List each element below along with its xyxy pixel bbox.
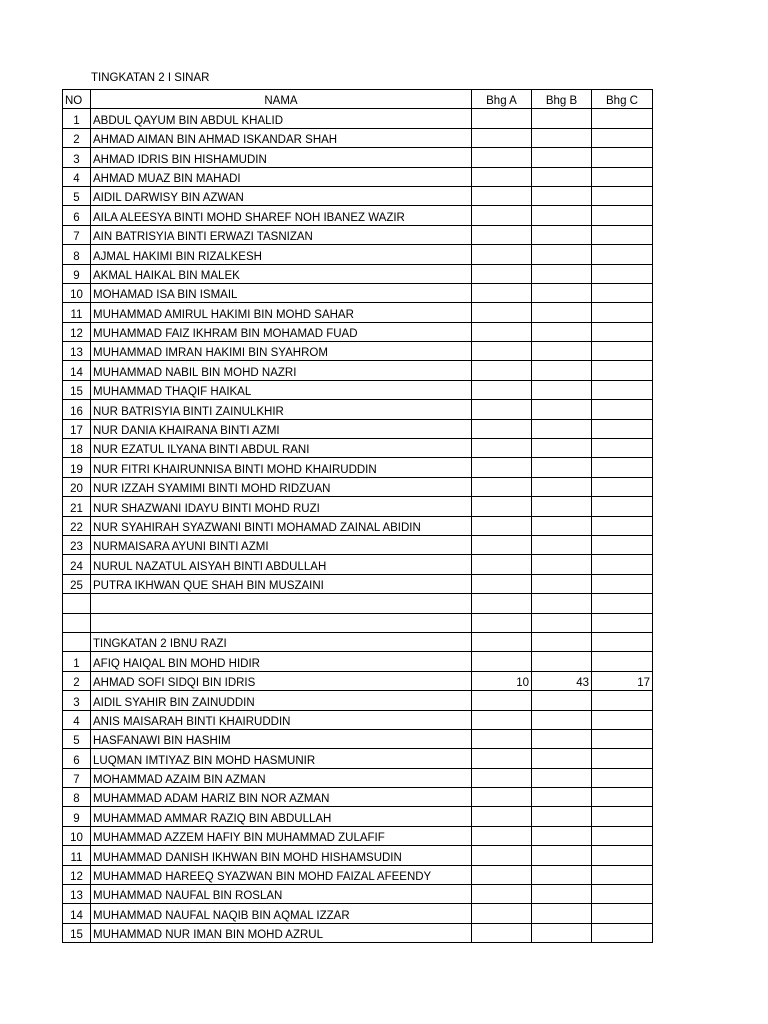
row-name-cell[interactable]: MOHAMMAD AZAIM BIN AZMAN [91,768,472,787]
row-bhg-b-cell[interactable] [532,632,592,651]
table-row [63,826,653,845]
row-no-cell[interactable]: 1 [63,109,91,128]
row-bhg-c-cell[interactable] [592,245,653,264]
row-bhg-b-cell[interactable] [532,516,592,535]
row-bhg-b-cell[interactable] [532,574,592,593]
table-row [63,788,653,807]
row-name-cell[interactable]: AIN BATRISYIA BINTI ERWAZI TASNIZAN [91,225,472,244]
row-bhg-b-cell[interactable] [532,458,592,477]
row-name-cell[interactable]: MOHAMAD ISA BIN ISMAIL [91,283,472,302]
row-no-cell[interactable]: 10 [63,826,91,845]
row-bhg-a-cell[interactable] [472,788,532,807]
row-no-cell[interactable]: 12 [63,322,91,341]
table-row [63,594,653,613]
table-row [63,749,653,768]
section-header-row [63,632,653,651]
row-bhg-b-cell[interactable] [532,342,592,361]
row-bhg-c-cell[interactable] [592,652,653,671]
table-row [63,865,653,884]
row-bhg-c-cell[interactable] [592,632,653,651]
row-bhg-b-cell[interactable] [532,128,592,147]
row-name-cell[interactable]: ABDUL QAYUM BIN ABDUL KHALID [91,109,472,128]
row-bhg-b-cell[interactable] [532,264,592,283]
row-bhg-c-cell[interactable] [592,594,653,613]
row-bhg-b-cell[interactable] [532,923,592,942]
row-no-cell[interactable]: 6 [63,749,91,768]
row-bhg-c-cell[interactable]: 17 [592,671,653,690]
row-bhg-a-cell[interactable] [472,477,532,496]
row-bhg-b-cell[interactable] [532,710,592,729]
row-bhg-c-cell[interactable] [592,691,653,710]
row-bhg-c-cell[interactable] [592,749,653,768]
row-name-cell[interactable]: NUR DANIA KHAIRANA BINTI AZMI [91,419,472,438]
row-bhg-b-cell[interactable] [532,788,592,807]
row-no-cell[interactable]: 17 [63,419,91,438]
row-no-cell[interactable]: 5 [63,186,91,205]
row-no-cell[interactable]: 19 [63,458,91,477]
row-name-cell[interactable] [91,594,472,613]
row-no-cell[interactable]: 11 [63,303,91,322]
row-bhg-c-cell[interactable] [592,768,653,787]
table-row [63,167,653,186]
table-row [63,885,653,904]
row-bhg-a-cell[interactable] [472,342,532,361]
row-bhg-a-cell[interactable] [472,186,532,205]
row-bhg-c-cell[interactable] [592,380,653,399]
row-bhg-a-cell[interactable] [472,555,532,574]
table-body [63,90,653,943]
table-row [63,439,653,458]
row-bhg-b-cell[interactable] [532,206,592,225]
row-bhg-c-cell[interactable] [592,109,653,128]
table-row [63,264,653,283]
table-row [63,535,653,554]
row-bhg-c-cell[interactable] [592,846,653,865]
row-bhg-c-cell[interactable] [592,186,653,205]
row-bhg-a-cell[interactable] [472,807,532,826]
table-row [63,710,653,729]
row-bhg-a-cell[interactable] [472,148,532,167]
row-bhg-a-cell[interactable] [472,439,532,458]
table-row [63,225,653,244]
row-bhg-c-cell[interactable] [592,419,653,438]
row-no-cell[interactable]: 21 [63,497,91,516]
row-name-cell[interactable]: NUR SYAHIRAH SYAZWANI BINTI MOHAMAD ZAINAL ABIDIN [91,516,472,535]
row-bhg-c-cell[interactable] [592,807,653,826]
table-row [63,380,653,399]
row-bhg-a-cell[interactable] [472,904,532,923]
row-bhg-a-cell[interactable] [472,613,532,632]
row-no-cell[interactable]: 7 [63,225,91,244]
row-bhg-c-cell[interactable] [592,148,653,167]
row-no-cell[interactable]: 16 [63,400,91,419]
row-name-cell[interactable]: MUHAMMAD HAREEQ SYAZWAN BIN MOHD FAIZAL AFEENDY [91,865,472,884]
row-bhg-b-cell[interactable] [532,380,592,399]
row-name-cell[interactable]: NUR SHAZWANI IDAYU BINTI MOHD RUZI [91,497,472,516]
row-no-cell[interactable]: 9 [63,807,91,826]
row-no-cell[interactable]: 10 [63,283,91,302]
row-no-cell[interactable]: 9 [63,264,91,283]
row-bhg-b-cell[interactable] [532,691,592,710]
row-bhg-a-cell[interactable] [472,826,532,845]
header-no: NO [63,90,91,109]
row-bhg-c-cell[interactable] [592,167,653,186]
row-bhg-a-cell[interactable] [472,167,532,186]
table-row [63,283,653,302]
row-bhg-a-cell[interactable] [472,206,532,225]
row-bhg-a-cell[interactable]: 10 [472,671,532,690]
row-name-cell[interactable]: MUHAMMAD NABIL BIN MOHD NAZRI [91,361,472,380]
row-bhg-b-cell[interactable] [532,361,592,380]
row-name-cell[interactable]: MUHAMMAD THAQIF HAIKAL [91,380,472,399]
row-bhg-c-cell[interactable] [592,923,653,942]
row-bhg-a-cell[interactable] [472,594,532,613]
row-no-cell[interactable]: 2 [63,128,91,147]
row-no-cell[interactable]: 25 [63,574,91,593]
header-row [63,90,653,109]
table-row [63,807,653,826]
row-bhg-b-cell[interactable] [532,186,592,205]
row-bhg-c-cell[interactable] [592,497,653,516]
table-row [63,206,653,225]
row-bhg-b-cell[interactable] [532,807,592,826]
row-bhg-a-cell[interactable] [472,283,532,302]
row-bhg-b-cell[interactable] [532,225,592,244]
header-bhg-c: Bhg C [592,90,653,109]
row-name-cell[interactable]: NUR IZZAH SYAMIMI BINTI MOHD RIDZUAN [91,477,472,496]
table-row [63,400,653,419]
table-row [63,846,653,865]
row-bhg-c-cell[interactable] [592,516,653,535]
row-name-cell[interactable]: MUHAMMAD NAUFAL NAQIB BIN AQMAL IZZAR [91,904,472,923]
row-bhg-c-cell[interactable] [592,729,653,748]
row-name-cell[interactable]: MUHAMMAD FAIZ IKHRAM BIN MOHAMAD FUAD [91,322,472,341]
row-bhg-c-cell[interactable] [592,439,653,458]
row-name-cell[interactable]: HASFANAWI BIN HASHIM [91,729,472,748]
table-row [63,361,653,380]
row-bhg-c-cell[interactable] [592,788,653,807]
table-row [63,186,653,205]
table-row [63,477,653,496]
table-row [63,148,653,167]
row-no-cell[interactable] [63,613,91,632]
row-no-cell[interactable]: 8 [63,788,91,807]
row-bhg-c-cell[interactable] [592,458,653,477]
row-bhg-c-cell[interactable] [592,283,653,302]
row-no-cell[interactable]: 14 [63,904,91,923]
row-name-cell[interactable]: NUR FITRI KHAIRUNNISA BINTI MOHD KHAIRUDDIN [91,458,472,477]
table-row [63,923,653,942]
row-name-cell[interactable]: AFIQ HAIQAL BIN MOHD HIDIR [91,652,472,671]
row-bhg-b-cell[interactable] [532,555,592,574]
table-row [63,729,653,748]
table-row [63,303,653,322]
row-no-cell[interactable]: 13 [63,885,91,904]
row-bhg-b-cell[interactable] [532,439,592,458]
row-no-cell[interactable]: 2 [63,671,91,690]
row-bhg-b-cell[interactable] [532,885,592,904]
row-name-cell[interactable]: MUHAMMAD AMIRUL HAKIMI BIN MOHD SAHAR [91,303,472,322]
row-bhg-c-cell[interactable] [592,303,653,322]
table-row [63,691,653,710]
row-bhg-c-cell[interactable] [592,885,653,904]
row-name-cell[interactable]: AHMAD AIMAN BIN AHMAD ISKANDAR SHAH [91,128,472,147]
table-row [63,322,653,341]
row-bhg-b-cell[interactable] [532,477,592,496]
row-name-cell[interactable]: AILA ALEESYA BINTI MOHD SHAREF NOH IBANEZ WAZIR [91,206,472,225]
row-bhg-a-cell[interactable] [472,885,532,904]
row-name-cell[interactable]: AIDIL SYAHIR BIN ZAINUDDIN [91,691,472,710]
row-bhg-a-cell[interactable] [472,846,532,865]
row-name-cell[interactable]: NURMAISARA AYUNI BINTI AZMI [91,535,472,554]
row-bhg-b-cell[interactable] [532,400,592,419]
table-row [63,613,653,632]
row-no-cell[interactable]: 4 [63,167,91,186]
row-bhg-a-cell[interactable] [472,749,532,768]
student-table [62,89,653,943]
table-row [63,652,653,671]
row-bhg-a-cell[interactable] [472,710,532,729]
row-bhg-b-cell[interactable] [532,322,592,341]
row-bhg-a-cell[interactable] [472,691,532,710]
row-bhg-a-cell[interactable] [472,923,532,942]
table-row [63,128,653,147]
row-no-cell[interactable]: 4 [63,710,91,729]
row-bhg-a-cell[interactable] [472,574,532,593]
row-bhg-c-cell[interactable] [592,613,653,632]
row-bhg-b-cell[interactable] [532,594,592,613]
row-bhg-c-cell[interactable] [592,322,653,341]
sheet-title: TINGKATAN 2 I SINAR [91,72,210,84]
row-bhg-a-cell[interactable] [472,535,532,554]
row-bhg-b-cell[interactable] [532,729,592,748]
row-bhg-a-cell[interactable] [472,303,532,322]
row-no-cell[interactable]: 3 [63,691,91,710]
header-name: NAMA [91,90,472,109]
table-row [63,458,653,477]
row-bhg-c-cell[interactable] [592,128,653,147]
row-bhg-b-cell[interactable]: 43 [532,671,592,690]
row-no-cell[interactable]: 23 [63,535,91,554]
row-name-cell[interactable]: MUHAMMAD IMRAN HAKIMI BIN SYAHROM [91,342,472,361]
row-bhg-c-cell[interactable] [592,361,653,380]
table-row [63,671,653,690]
row-bhg-a-cell[interactable] [472,497,532,516]
row-name-cell[interactable]: MUHAMMAD AMMAR RAZIQ BIN ABDULLAH [91,807,472,826]
row-bhg-b-cell[interactable] [532,303,592,322]
row-bhg-a-cell[interactable] [472,128,532,147]
row-name-cell[interactable]: AHMAD SOFI SIDQI BIN IDRIS [91,671,472,690]
row-bhg-a-cell[interactable] [472,361,532,380]
row-name-cell[interactable]: NUR EZATUL ILYANA BINTI ABDUL RANI [91,439,472,458]
row-no-cell[interactable]: 18 [63,439,91,458]
row-no-cell[interactable]: 14 [63,361,91,380]
row-bhg-b-cell[interactable] [532,613,592,632]
table-row [63,516,653,535]
row-name-cell[interactable]: PUTRA IKHWAN QUE SHAH BIN MUSZAINI [91,574,472,593]
row-no-cell[interactable]: 12 [63,865,91,884]
row-name-cell[interactable]: MUHAMMAD DANISH IKHWAN BIN MOHD HISHAMSUDIN [91,846,472,865]
row-bhg-a-cell[interactable] [472,652,532,671]
row-no-cell[interactable]: 15 [63,923,91,942]
table-row [63,419,653,438]
row-bhg-b-cell[interactable] [532,109,592,128]
row-bhg-b-cell[interactable] [532,497,592,516]
row-name-cell[interactable]: MUHAMMAD NUR IMAN BIN MOHD AZRUL [91,923,472,942]
row-name-cell[interactable]: MUHAMMAD AZZEM HAFIY BIN MUHAMMAD ZULAFIF [91,826,472,845]
row-name-cell[interactable]: ANIS MAISARAH BINTI KHAIRUDDIN [91,710,472,729]
row-bhg-a-cell[interactable] [472,516,532,535]
row-bhg-a-cell[interactable] [472,729,532,748]
table-row [63,245,653,264]
row-bhg-c-cell[interactable] [592,206,653,225]
row-bhg-c-cell[interactable] [592,904,653,923]
row-bhg-c-cell[interactable] [592,710,653,729]
row-bhg-a-cell[interactable] [472,458,532,477]
row-bhg-a-cell[interactable] [472,768,532,787]
table-row [63,768,653,787]
row-bhg-a-cell[interactable] [472,380,532,399]
row-bhg-b-cell[interactable] [532,283,592,302]
row-name-cell[interactable]: AIDIL DARWISY BIN AZWAN [91,186,472,205]
header-bhg-b: Bhg B [532,90,592,109]
row-bhg-b-cell[interactable] [532,749,592,768]
row-bhg-c-cell[interactable] [592,574,653,593]
row-no-cell[interactable] [63,632,91,651]
row-no-cell[interactable]: 11 [63,846,91,865]
row-bhg-a-cell[interactable] [472,400,532,419]
row-name-cell[interactable] [91,613,472,632]
row-bhg-b-cell[interactable] [532,846,592,865]
row-bhg-a-cell[interactable] [472,865,532,884]
table-row [63,342,653,361]
row-no-cell[interactable]: 8 [63,245,91,264]
row-bhg-c-cell[interactable] [592,535,653,554]
row-bhg-b-cell[interactable] [532,904,592,923]
row-bhg-c-cell[interactable] [592,555,653,574]
row-bhg-c-cell[interactable] [592,826,653,845]
row-bhg-b-cell[interactable] [532,419,592,438]
row-no-cell[interactable]: 24 [63,555,91,574]
row-bhg-a-cell[interactable] [472,322,532,341]
row-no-cell[interactable]: 7 [63,768,91,787]
row-name-cell[interactable]: AHMAD IDRIS BIN HISHAMUDIN [91,148,472,167]
row-name-cell[interactable]: MUHAMMAD NAUFAL BIN ROSLAN [91,885,472,904]
section-title-cell[interactable]: TINGKATAN 2 IBNU RAZI [91,632,472,651]
row-bhg-b-cell[interactable] [532,148,592,167]
row-no-cell[interactable]: 5 [63,729,91,748]
row-no-cell[interactable]: 6 [63,206,91,225]
row-bhg-c-cell[interactable] [592,225,653,244]
row-bhg-c-cell[interactable] [592,264,653,283]
table-row [63,574,653,593]
table-row [63,904,653,923]
row-bhg-a-cell[interactable] [472,419,532,438]
row-bhg-b-cell[interactable] [532,652,592,671]
row-bhg-b-cell[interactable] [532,826,592,845]
row-bhg-b-cell[interactable] [532,865,592,884]
row-name-cell[interactable]: AKMAL HAIKAL BIN MALEK [91,264,472,283]
row-bhg-a-cell[interactable] [472,264,532,283]
row-name-cell[interactable]: LUQMAN IMTIYAZ BIN MOHD HASMUNIR [91,749,472,768]
row-bhg-b-cell[interactable] [532,167,592,186]
row-bhg-b-cell[interactable] [532,535,592,554]
row-bhg-c-cell[interactable] [592,865,653,884]
row-bhg-a-cell[interactable] [472,225,532,244]
row-bhg-c-cell[interactable] [592,400,653,419]
row-bhg-c-cell[interactable] [592,342,653,361]
row-bhg-b-cell[interactable] [532,245,592,264]
row-name-cell[interactable]: AHMAD MUAZ BIN MAHADI [91,167,472,186]
header-bhg-a: Bhg A [472,90,532,109]
row-no-cell[interactable]: 22 [63,516,91,535]
row-bhg-a-cell[interactable] [472,245,532,264]
row-bhg-a-cell[interactable] [472,109,532,128]
row-bhg-c-cell[interactable] [592,477,653,496]
row-name-cell[interactable]: MUHAMMAD ADAM HARIZ BIN NOR AZMAN [91,788,472,807]
row-no-cell[interactable]: 20 [63,477,91,496]
row-bhg-b-cell[interactable] [532,768,592,787]
row-bhg-a-cell[interactable] [472,632,532,651]
table-row [63,109,653,128]
table-row [63,555,653,574]
row-no-cell[interactable] [63,594,91,613]
row-no-cell[interactable]: 13 [63,342,91,361]
row-name-cell[interactable]: NUR BATRISYIA BINTI ZAINULKHIR [91,400,472,419]
row-no-cell[interactable]: 1 [63,652,91,671]
row-no-cell[interactable]: 15 [63,380,91,399]
row-name-cell[interactable]: NURUL NAZATUL AISYAH BINTI ABDULLAH [91,555,472,574]
row-name-cell[interactable]: AJMAL HAKIMI BIN RIZALKESH [91,245,472,264]
row-no-cell[interactable]: 3 [63,148,91,167]
table-row [63,497,653,516]
